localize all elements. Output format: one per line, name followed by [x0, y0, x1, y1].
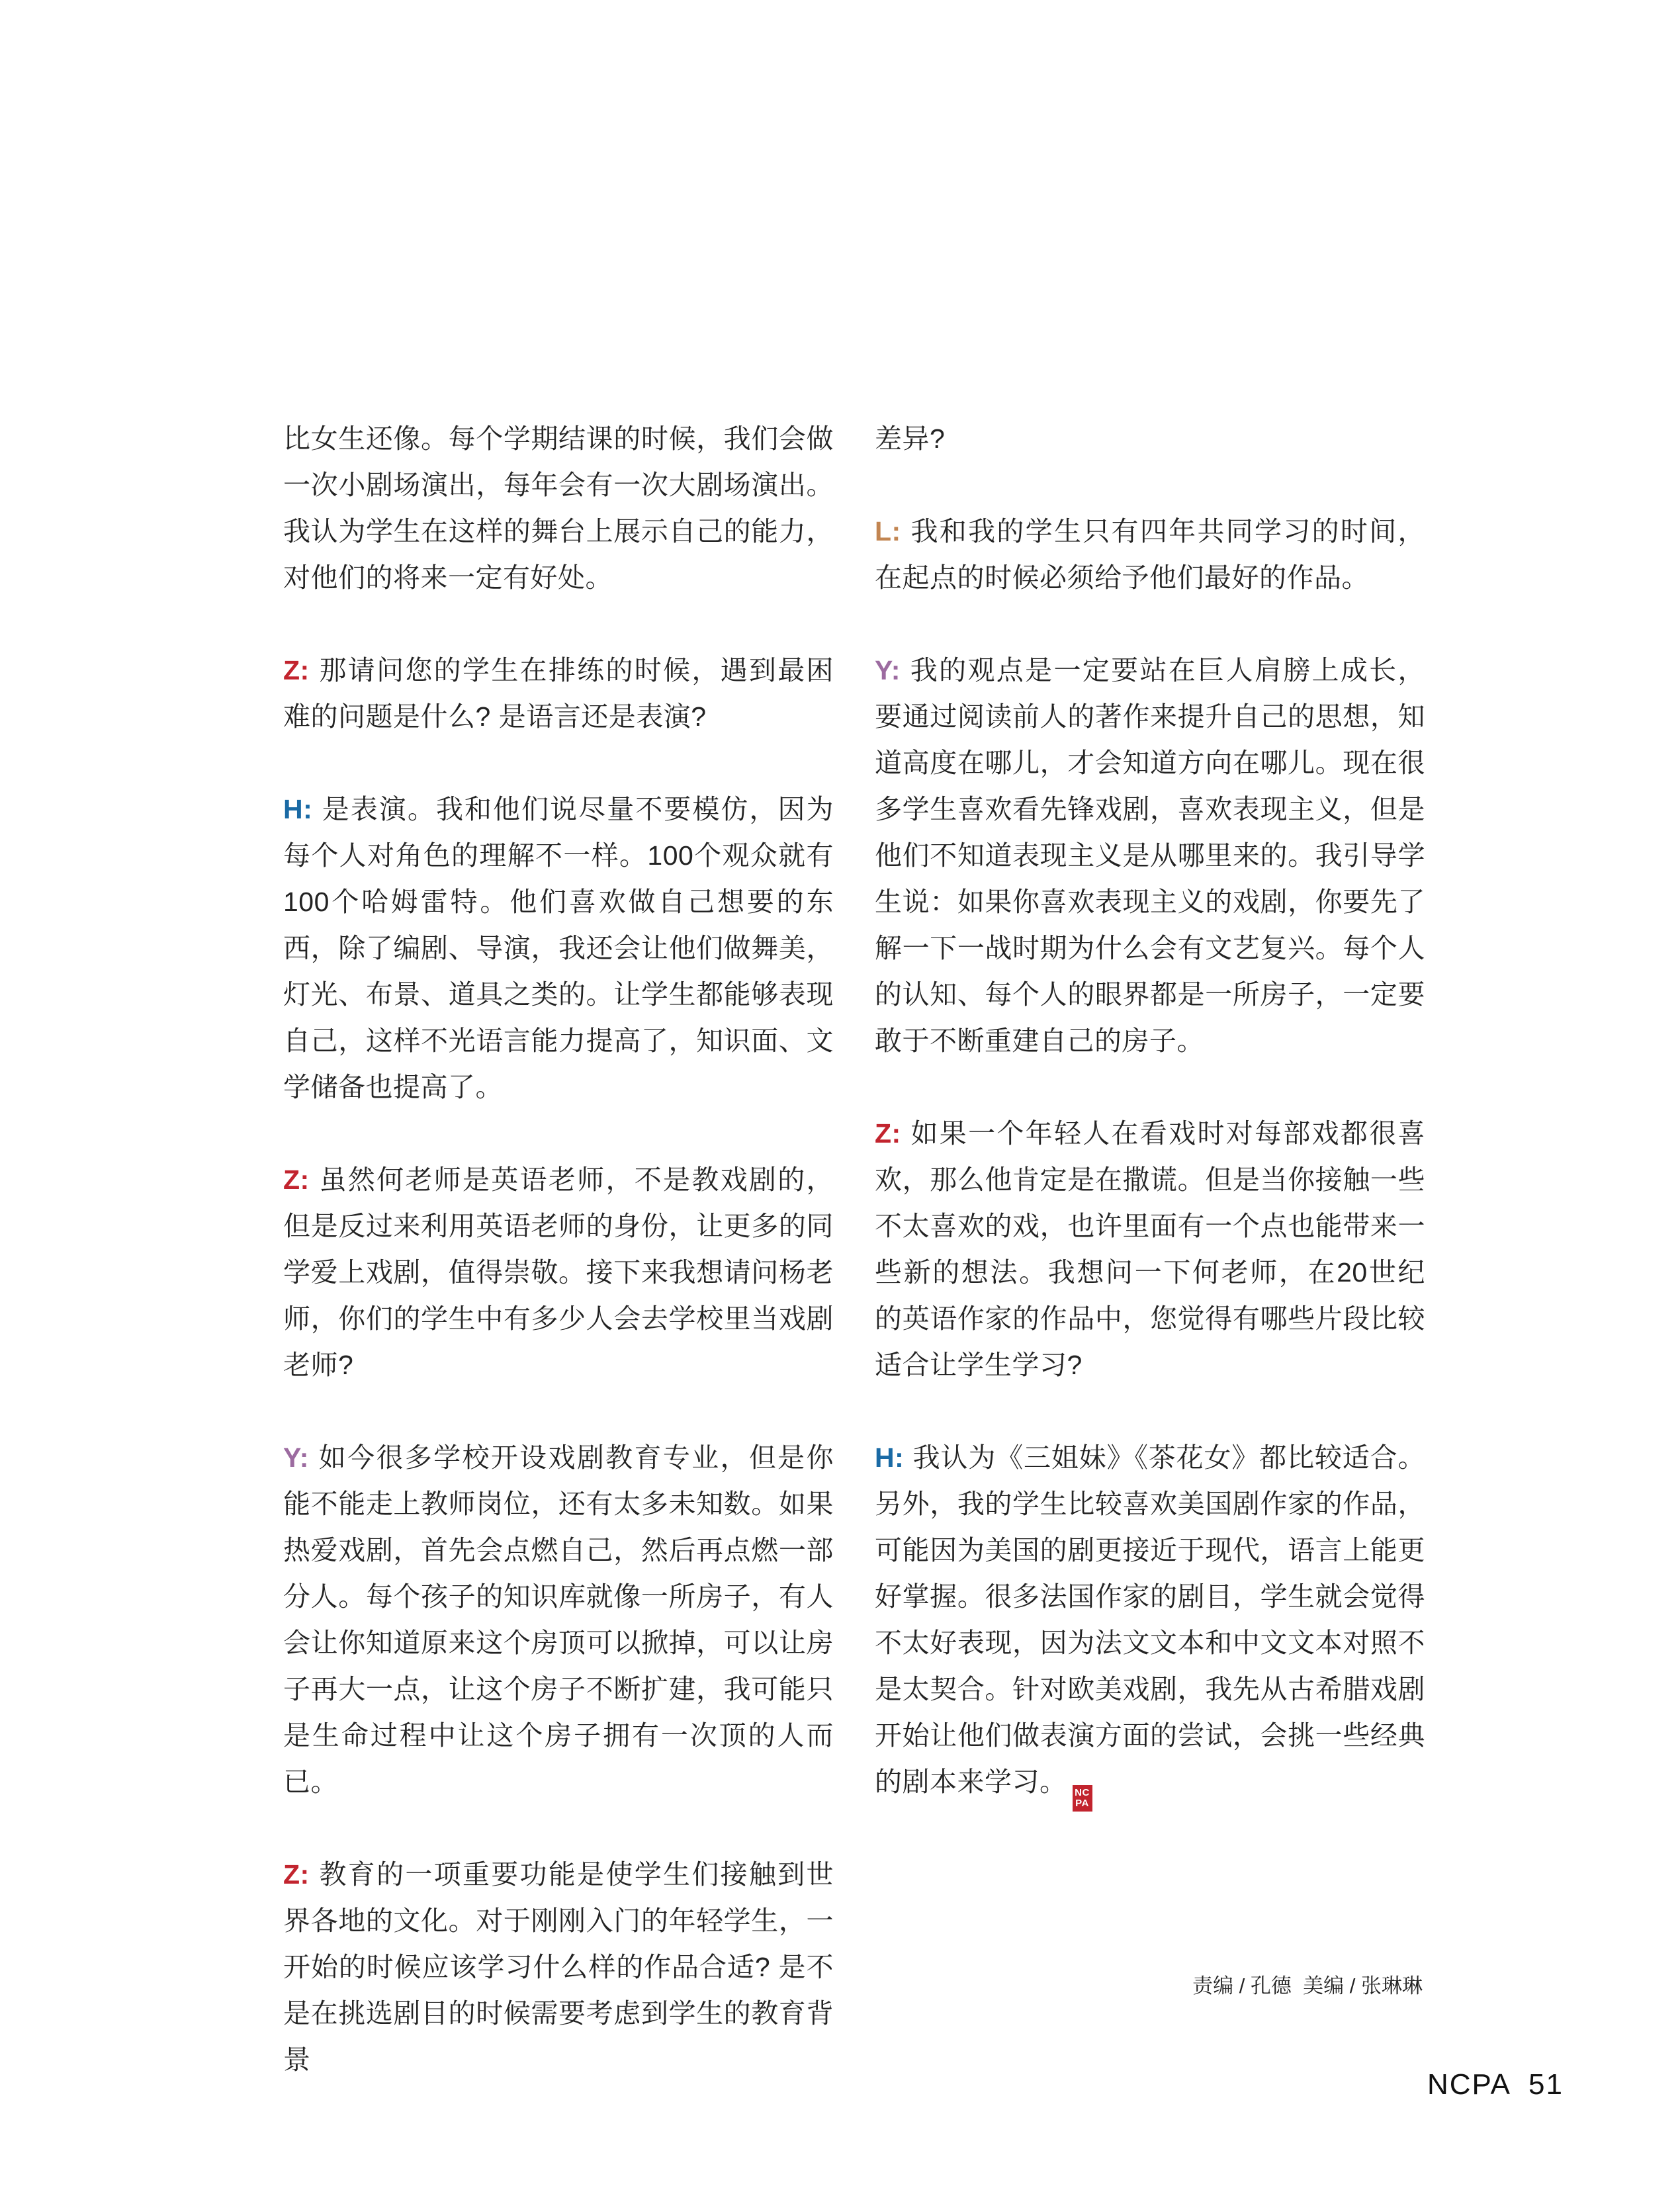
speaker-label-z: Z: [283, 1859, 310, 1890]
right-column [875, 416, 1425, 1858]
paragraph-text: 差异? [875, 423, 946, 454]
paragraph [283, 647, 834, 740]
paragraph [875, 1434, 1425, 1812]
page-number: 51 [1528, 2068, 1564, 2101]
paragraph-text: 是表演。我和他们说尽量不要模仿，因为每个人对角色的理解不一样。100个观众就有100个哈姆雷特。他们喜欢做自己想要的东西，除了编剧、导演，我还会让他们做舞美，灯光、布景、道具之类的。让学生都能够表现自己，这样不光语言能力提高了，知识面、文学储备也提高了。 [283, 794, 834, 1102]
paragraph [283, 1434, 834, 1805]
ncpa-stamp-line2: PA [1075, 1798, 1089, 1809]
paragraph-text: 教育的一项重要功能是使学生们接触到世界各地的文化。对于刚刚入门的年轻学生，一开始的时候应该学习什么样的作品合适? 是不是在挑选剧目的时候需要考虑到学生的教育背景 [283, 1859, 834, 2075]
brand-label: NCPA [1427, 2068, 1511, 2101]
speaker-label-z: Z: [283, 655, 310, 685]
paragraph-text: 如果一个年轻人在看戏时对每部戏都很喜欢，那么他肯定是在撒谎。但是当你接触一些不太喜欢的戏，也许里面有一个点也能带来一些新的想法。我想问一下何老师，在20世纪的英语作家的作品中，您觉得有哪些片段比较适合让学生学习? [875, 1118, 1425, 1380]
ncpa-stamp-line1: NC [1075, 1787, 1090, 1798]
speaker-label-y: Y: [875, 655, 901, 685]
paragraph-text: 那请问您的学生在排练的时候，遇到最困难的问题是什么? 是语言还是表演? [283, 655, 834, 732]
speaker-label-h: H: [875, 1442, 905, 1473]
speaker-label-y: Y: [283, 1442, 309, 1473]
ncpa-stamp-icon [1073, 1785, 1092, 1812]
paragraph-text: 如今很多学校开设戏剧教育专业，但是你能不能走上教师岗位，还有太多未知数。如果热爱戏剧，首先会点燃自己，然后再点燃一部分人。每个孩子的知识库就像一所房子，有人会让你知道原来这个房顶可以掀掉，可以让房子再大一点，让这个房子不断扩建，我可能只是生命过程中让这个房子拥有一次顶的人而已。 [283, 1442, 834, 1797]
paragraph [283, 416, 834, 601]
paragraph [875, 508, 1425, 601]
paragraph-text: 我的观点是一定要站在巨人肩膀上成长，要通过阅读前人的著作来提升自己的思想，知道高度在哪儿，才会知道方向在哪儿。现在很多学生喜欢看先锋戏剧，喜欢表现主义，但是他们不知道表现主义是从哪里来的。我引导学生说：如果你喜欢表现主义的戏剧，你要先了解一下一战时期为什么会有文艺复兴。每个人的认知、每个人的眼界都是一所房子，一定要敢于不断重建自己的房子。 [875, 655, 1425, 1056]
speaker-label-z: Z: [283, 1164, 310, 1195]
paragraph-text: 我认为《三姐妹》《茶花女》都比较适合。另外，我的学生比较喜欢美国剧作家的作品，可能因为美国的剧更接近于现代，语言上能更好掌握。很多法国作家的剧目，学生就会觉得不太好表现，因为法文文本和中文文本对照不是太契合。针对欧美戏剧，我先从古希腊戏剧开始让他们做表演方面的尝试，会挑一些经典的剧本来学习。 [875, 1442, 1425, 1797]
page-footer [1427, 2068, 1564, 2101]
speaker-label-h: H: [283, 794, 313, 824]
paragraph [875, 1110, 1425, 1388]
editor-credits: 责编 / 孔德 美编 / 张琳琳 [1192, 1974, 1423, 1997]
paragraph [283, 1851, 834, 2083]
paragraph [875, 647, 1425, 1064]
paragraph-text: 比女生还像。每个学期结课的时候，我们会做一次小剧场演出，每年会有一次大剧场演出。我认为学生在这样的舞台上展示自己的能力，对他们的将来一定有好处。 [283, 423, 834, 593]
paragraph [875, 416, 1425, 462]
paragraph-text: 我和我的学生只有四年共同学习的时间，在起点的时候必须给予他们最好的作品。 [875, 516, 1425, 593]
paragraph [283, 786, 834, 1110]
paragraph [283, 1157, 834, 1388]
speaker-label-z: Z: [875, 1118, 901, 1149]
speaker-label-l: L: [875, 516, 901, 547]
left-column [283, 416, 834, 2129]
paragraph-text: 虽然何老师是英语老师，不是教戏剧的，但是反过来利用英语老师的身份，让更多的同学爱上戏剧，值得崇敬。接下来我想请问杨老师，你们的学生中有多少人会去学校里当戏剧老师? [283, 1164, 834, 1380]
